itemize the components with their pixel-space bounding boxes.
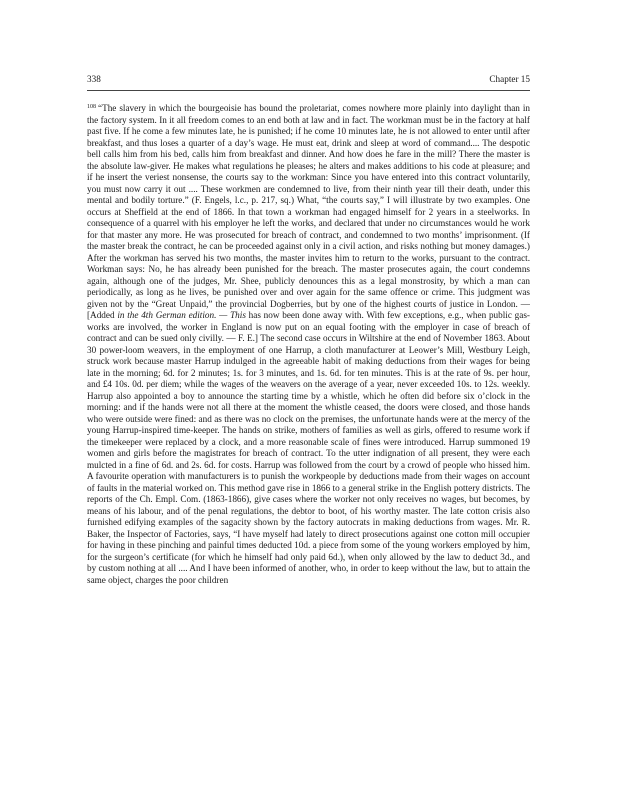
footnote-text-part-1: “The slavery in which the bourgeoisie has bound the proletariat, comes nowhere more plainly into daylight than in the factory system. In it all freedom comes to an end both at law and in fact. The workman must be in the factory at half past five. If he come a few minutes late, he is punished; if he come 10 minutes late, he is not allowed to enter until after breakfast, and thus loses a quarter of a day’s wage. He must eat, drink and sleep at word of command.... The despotic bell calls him from his bed, calls him from breakfast and dinner. And how does he fare in the mill? There the master is the absolute law-giver. He makes what regulations he pleases; he alters and makes additions to his code at pleasure; and if he insert the veriest nonsense, the courts say to the workman: Since you have entered into this contract voluntarily, you must now carry it out .... These workmen are condemned to live, from their ninth year till their death, under this mental and bodily torture.” (F. Engels, l.c., p. 217, sq.) What, “the courts say,” I will illustrate by two examples. One occurs at Sheffield at the end of 1866. In that town a workman had engaged himself for 2 years in a steelworks. In consequence of a quarrel with his employer he left the works, and declared that under no circumstances would he work for that master any more. He was prosecuted for breach of contract, and condemned to two months’ imprisonment. (If the master break the contract, he can be proceeded against only in a civil action, and risks nothing but money damages.) After the workman has served his two months, the master invites him to return to the works, pursuant to the contract. Workman says: No, he has already been punished for the breach. The master prosecutes again, the court condemns again, although one of the judges, Mr. Shee, publicly denounces this as a legal monstrosity, by which a man can periodically, as long as he lives, be punished over and over again for the same offence or crime. This judgment was given not by the “Great Unpaid,” the provincial Dogberries, but by one of the highest courts of justice in London. — [Added — [87, 103, 530, 320]
footnote-italic-note: in the 4th German edition. — This — [117, 310, 246, 320]
footnote-108 — [87, 103, 530, 586]
header-rule — [87, 90, 530, 91]
footnote-marker: 108 — [87, 104, 96, 110]
footnote-text-part-2: has now been done away with. With few exceptions, e.g., when public gas-works are involved, the worker in England is now put on an equal footing with the employer in case of breach of contract and can be sued only civilly. — F. E.] The second case occurs in Wiltshire at the end of November 1863. About 30 power-loom weavers, in the employment of one Harrup, a cloth manufacturer at Leower’s Mill, Westbury Leigh, struck work because master Harrup indulged in the agreeable habit of making deductions from their wages for being late in the morning; 6d. for 2 minutes; 1s. for 3 minutes, and 1s. 6d. for ten minutes. This is at the rate of 9s. per hour, and £4 10s. 0d. per diem; while the wages of the weavers on the average of a year, never exceeded 10s. to 12s. weekly. Harrup also appointed a boy to announce the starting time by a whistle, which he often did before six o’clock in the morning: and if the hands were not all there at the moment the whistle ceased, the doors were closed, and those hands who were outside were fined: and as there was no clock on the premises, the unfortunate hands were at the mercy of the young Harrup-inspired time-keeper. The hands on strike, mothers of families as well as girls, offered to resume work if the timekeeper were replaced by a clock, and a more reasonable scale of fines were introduced. Harrup summoned 19 women and girls before the magistrates for breach of contract. To the utter indignation of all present, they were each mulcted in a fine of 6d. and 2s. 6d. for costs. Harrup was followed from the court by a crowd of people who hissed him. A favourite operation with manufacturers is to punish the workpeople by deductions made from their wages on account of faults in the material worked on. This method gave rise in 1866 to a general strike in the English pottery districts. The reports of the Ch. Empl. Com. (1863-1866), give cases where the worker not only receives no wages, but becomes, by means of his labour, and of the penal regulations, the debtor to boot, of his worthy master. The late cotton crisis also furnished edifying examples of the sagacity shown by the factory autocrats in making deductions from wages. Mr. R. Baker, the Inspector of Factories, says, “I have myself had lately to direct prosecutions against one cotton mill occupier for having in these pinching and painful times deducted 10d. a piece from some of the young workers employed by him, for the surgeon’s certificate (for which he himself had only paid 6d.), when only allowed by the law to deduct 3d., and by custom nothing at all .... And I have been informed of another, who, in order to keep without the law, but to attain the same object, charges the poor children — [87, 310, 530, 585]
chapter-label: Chapter 15 — [489, 74, 530, 84]
page-number: 338 — [87, 74, 101, 84]
